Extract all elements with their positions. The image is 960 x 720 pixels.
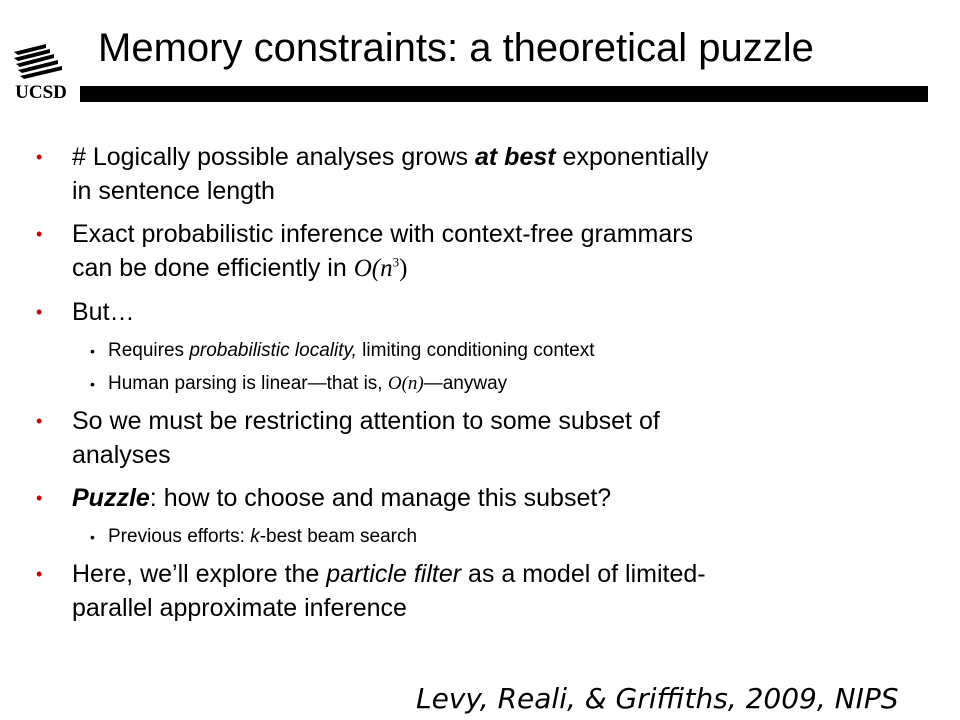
complexity-formula: $O(n^3)$ xyxy=(353,254,408,282)
bullet-but: • But… xyxy=(0,295,960,329)
slide-body xyxy=(0,140,960,634)
bullet-dot: • xyxy=(36,411,43,431)
subbullet-locality: • Requires probabilistic locality, limiting conditioning context xyxy=(0,338,960,364)
title-rule xyxy=(80,86,928,102)
subbullet-beam-search: • Previous efforts: k-best beam search xyxy=(0,524,960,550)
bullet-dot: • xyxy=(90,343,95,359)
bullet-analyses-growth: • # Logically possible analyses grows at best exponentially in sentence length xyxy=(0,140,960,208)
bullet-dot: • xyxy=(36,302,43,322)
bullet-dot: • xyxy=(90,529,95,545)
bullet-dot: • xyxy=(36,564,43,584)
bullet-dot: • xyxy=(36,488,43,508)
citation: Levy, Reali, & Griffiths, 2009, NIPS xyxy=(416,682,899,715)
subbullet-linear-parsing: • Human parsing is linear—that is, O(n)—anyway xyxy=(0,371,960,397)
ucsd-wave-icon xyxy=(6,38,76,84)
bullet-restricting-attention: • So we must be restricting attention to some subset of analyses xyxy=(0,404,960,472)
ucsd-logo-text: UCSD xyxy=(15,82,67,103)
slide-title: Memory constraints: a theoretical puzzle xyxy=(98,26,814,70)
bullet-puzzle: • Puzzle: how to choose and manage this subset? xyxy=(0,481,960,515)
bullet-particle-filter: • Here, we’ll explore the particle filter as a model of limited- parallel approximate inference xyxy=(0,557,960,625)
bullet-dot: • xyxy=(36,224,43,244)
bullet-exact-inference: • Exact probabilistic inference with context-free grammars can be done efficiently in $O(n^3)$ xyxy=(0,217,960,286)
bullet-dot: • xyxy=(90,376,95,392)
bullet-dot: • xyxy=(36,147,43,167)
